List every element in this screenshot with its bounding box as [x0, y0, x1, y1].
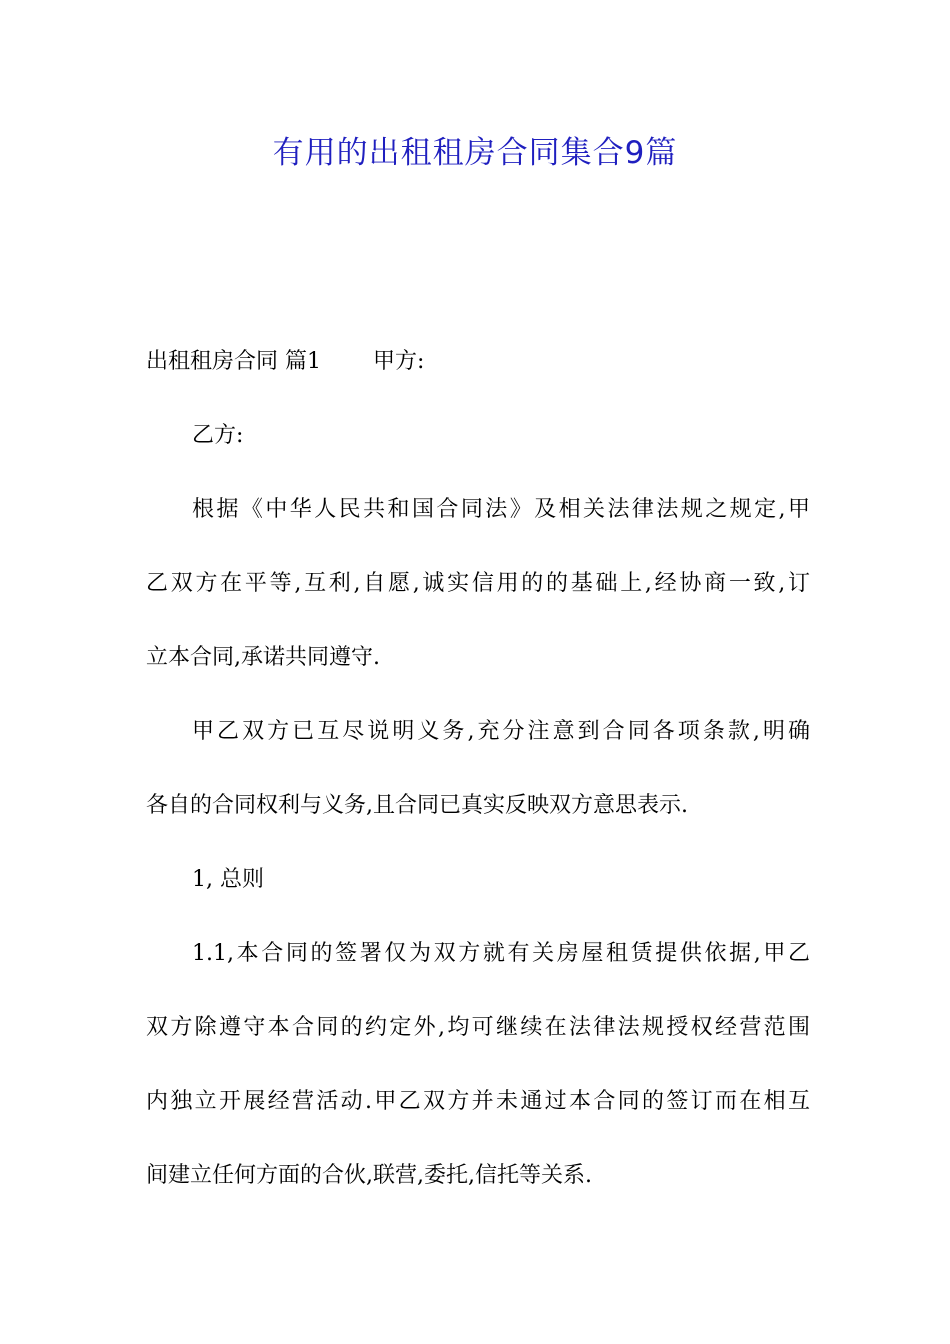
clause-heading: 1, 总则	[192, 867, 264, 892]
paragraph-line: 间建立任何方面的合伙,联营,委托,信托等关系.	[146, 1163, 592, 1188]
paragraph-line: 根据《中华人民共和国合同法》及相关法律法规之规定,甲	[192, 497, 810, 522]
document-body	[146, 336, 810, 1224]
paragraph-line: 内独立开展经营活动.甲乙双方并未通过本合同的签订而在相互	[146, 1089, 810, 1114]
paragraph-line: 乙双方在平等,互利,自愿,诚实信用的的基础上,经协商一致,订	[146, 571, 810, 596]
paragraph-line: 各自的合同权利与义务,且合同已真实反映双方意思表示.	[146, 793, 688, 818]
paragraph-line: 双方除遵守本合同的约定外,均可继续在法律法规授权经营范围	[146, 1015, 810, 1040]
party-a-label: 甲方:	[373, 349, 425, 374]
document-title: 有用的出租租房合同集合9篇	[272, 135, 678, 171]
section-heading	[146, 336, 810, 388]
paragraph-line: 1.1,本合同的签署仅为双方就有关房屋租赁提供依据,甲乙	[192, 941, 810, 966]
paragraph-line: 立本合同,承诺共同遵守.	[146, 645, 380, 670]
paragraph-line: 甲乙双方已互尽说明义务,充分注意到合同各项条款,明确	[192, 719, 810, 744]
section-heading-label: 出租租房合同 篇1	[146, 349, 321, 374]
party-b-line: 乙方:	[192, 423, 244, 448]
